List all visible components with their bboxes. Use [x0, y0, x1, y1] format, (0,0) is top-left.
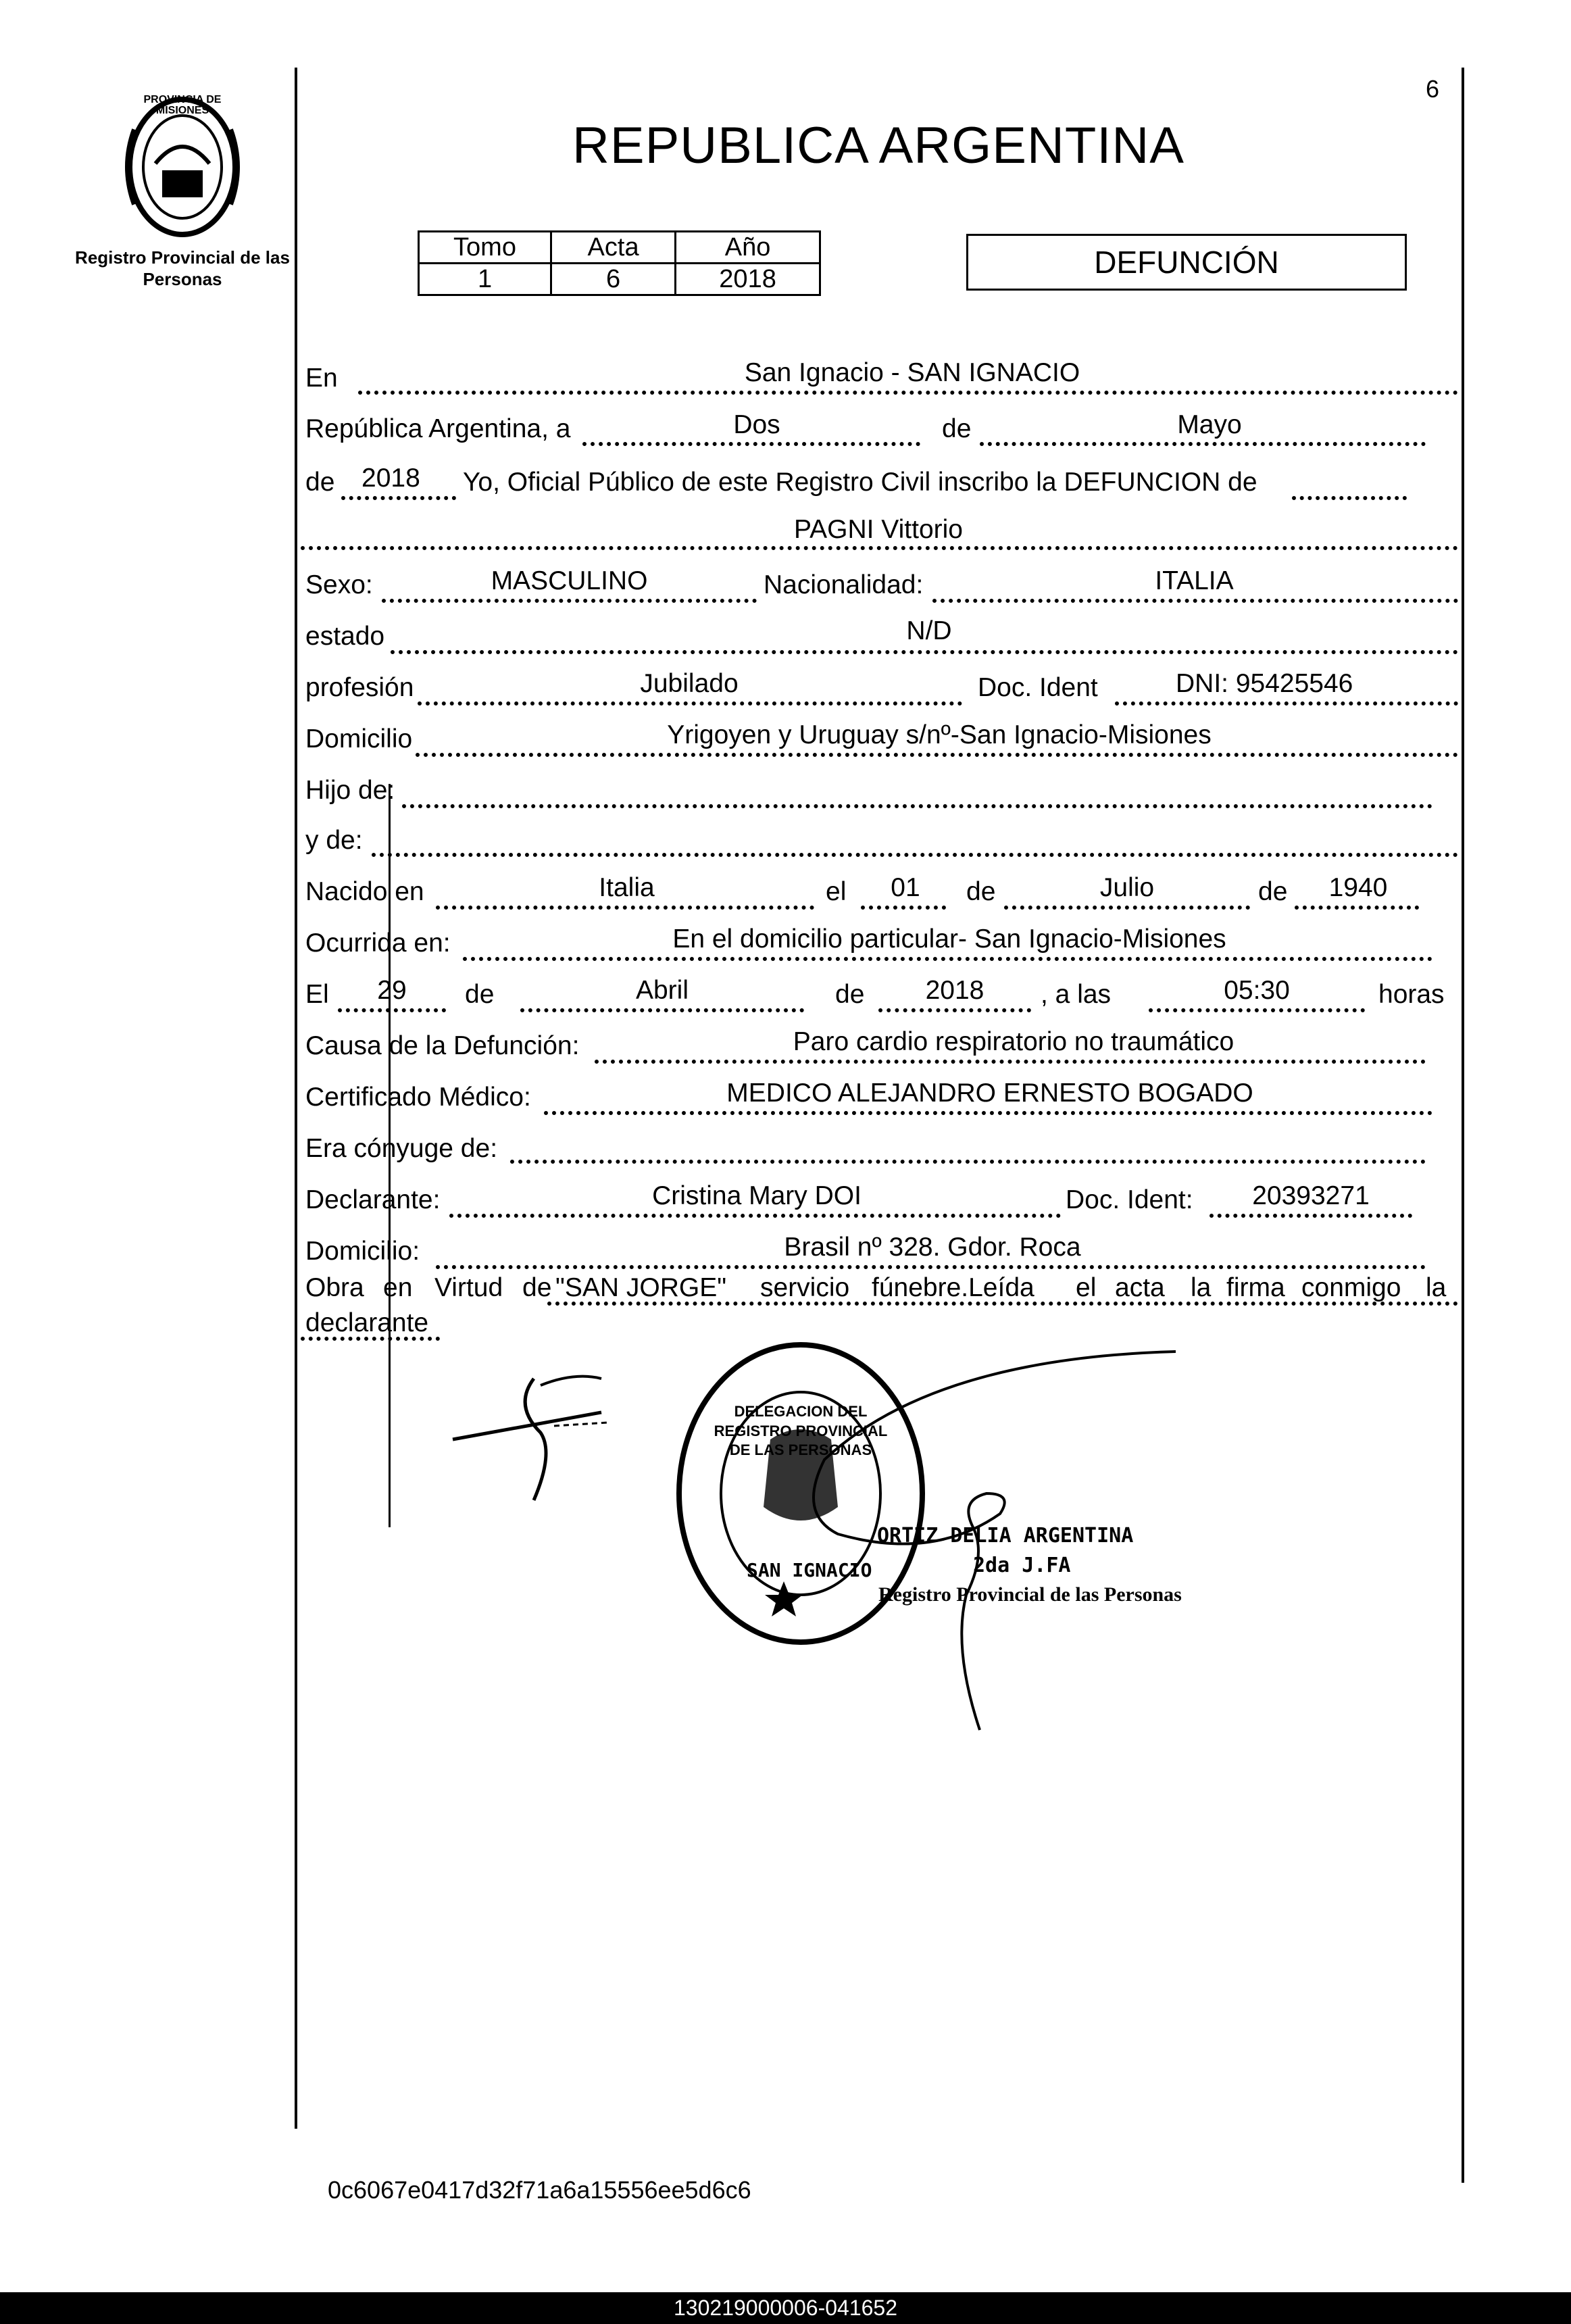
profession-value: Jubilado	[640, 669, 739, 698]
death-time-underline	[1149, 1008, 1365, 1012]
address-value: Yrigoyen y Uruguay s/nº-San Ignacio-Misiones	[667, 720, 1212, 749]
declarant-address-value: Brasil nº 328. Gdor. Roca	[784, 1233, 1081, 1262]
seal-ring-text: DELEGACION DEL REGISTRO PROVINCIAL DE LAS PERSONAS	[714, 1403, 888, 1459]
birth-de-label-2: de	[1258, 877, 1288, 906]
declarant-underline	[449, 1214, 1061, 1218]
left-margin-line	[295, 68, 297, 2129]
year-value: 2018	[361, 464, 420, 493]
death-time: 05:30	[1224, 976, 1290, 1005]
birthplace-value: Italia	[599, 873, 655, 902]
date-month-underline	[980, 442, 1426, 446]
profession-label: profesión	[305, 673, 414, 702]
death-year: 2018	[925, 976, 984, 1005]
civil-status-value: N/D	[906, 616, 952, 645]
birth-el-label: el	[826, 877, 847, 906]
document-id-value: DNI: 95425546	[1176, 669, 1353, 698]
closing-word-7: fúnebre.Leída	[872, 1273, 1034, 1302]
declarant-document-underline	[1210, 1214, 1412, 1218]
death-time-label: , a las	[1041, 980, 1112, 1009]
declarant-address-label: Domicilio:	[305, 1237, 420, 1266]
anio-header: Año	[676, 232, 820, 264]
death-hours-label: horas	[1378, 980, 1445, 1009]
date-de-label: de	[942, 414, 972, 443]
tomo-header: Tomo	[419, 232, 551, 264]
birth-month-underline	[1004, 906, 1250, 910]
sex-label: Sexo:	[305, 570, 373, 599]
closing-underline	[547, 1302, 1458, 1306]
occurred-at-label: Ocurrida en:	[305, 929, 451, 958]
death-month: Abril	[635, 976, 689, 1005]
closing-word-11: firma	[1226, 1273, 1285, 1302]
page-title: REPUBLICA ARGENTINA	[572, 117, 1185, 174]
father-label: Hijo de:	[305, 776, 395, 805]
birthplace-underline	[436, 906, 814, 910]
closing-word-2: en	[383, 1273, 413, 1302]
closing-word-10: la	[1191, 1273, 1212, 1302]
document-id-label: Doc. Ident	[978, 673, 1098, 702]
birth-day: 01	[891, 873, 920, 902]
profession-underline	[418, 701, 962, 706]
funeral-service-value: "SAN JORGE"	[555, 1273, 727, 1302]
medical-certificate-label: Certificado Médico:	[305, 1083, 531, 1112]
cause-of-death-label: Causa de la Defunción:	[305, 1031, 580, 1060]
place-value: San Ignacio - SAN IGNACIO	[744, 358, 1080, 387]
page-number: 6	[1426, 75, 1440, 103]
tomo-value: 1	[419, 264, 551, 295]
death-year-underline	[878, 1008, 1031, 1012]
officer-title: 2da J.FA	[973, 1554, 1071, 1577]
officer-name: ORTIZ DELIA ARGENTINA	[877, 1524, 1134, 1548]
birth-year: 1940	[1328, 873, 1388, 902]
record-type-box: DEFUNCIÓN	[966, 234, 1407, 291]
document-id-underline	[1115, 701, 1458, 706]
death-month-underline	[520, 1008, 804, 1012]
record-table-value-row	[419, 264, 820, 295]
seal-center-text: SAN IGNACIO	[747, 1559, 872, 1581]
right-margin-line	[1462, 68, 1464, 2183]
date-month: Mayo	[1177, 410, 1242, 439]
date-day-underline	[582, 442, 920, 446]
address-label: Domicilio	[305, 724, 413, 753]
place-label: En	[305, 364, 338, 393]
occurred-at-value: En el domicilio particular- San Ignacio-Misiones	[672, 924, 1226, 954]
medical-certificate-underline	[544, 1111, 1432, 1115]
address-underline	[416, 753, 1458, 757]
record-table-header-row	[419, 232, 820, 264]
birthplace-label: Nacido en	[305, 877, 424, 906]
closing-word-8: el	[1076, 1273, 1097, 1302]
birth-day-underline	[861, 906, 946, 910]
officer-organization: Registro Provincial de las Personas	[878, 1583, 1182, 1606]
acta-value: 6	[551, 264, 676, 295]
nationality-label: Nacionalidad:	[764, 570, 924, 599]
nationality-value: ITALIA	[1155, 566, 1234, 595]
closing-continuation: declarante	[305, 1308, 429, 1337]
death-de-label-1: de	[465, 980, 495, 1009]
barcode-number: 130219000006-041652	[674, 2296, 897, 2320]
birth-de-label-1: de	[966, 877, 996, 906]
mother-underline	[372, 853, 1458, 857]
statement-underline	[1292, 496, 1407, 500]
closing-word-3: Virtud	[434, 1273, 503, 1302]
statement-text: Yo, Oficial Público de este Registro Civil inscribo la DEFUNCION de	[463, 468, 1257, 497]
closing-word-6: servicio	[760, 1273, 850, 1302]
death-date-label: El	[305, 980, 329, 1009]
year-underline	[341, 496, 456, 500]
acta-header: Acta	[551, 232, 676, 264]
closing-continuation-underline	[301, 1337, 440, 1341]
cause-of-death-value: Paro cardio respiratorio no traumático	[793, 1027, 1235, 1056]
declarant-address-underline	[436, 1265, 1426, 1269]
spouse-label: Era cónyuge de:	[305, 1134, 498, 1163]
closing-word-1: Obra	[305, 1273, 364, 1302]
closing-word-13: la	[1426, 1273, 1447, 1302]
civil-status-label: estado	[305, 622, 385, 651]
date-day: Dos	[733, 410, 780, 439]
spouse-underline	[510, 1160, 1426, 1164]
cause-of-death-underline	[595, 1060, 1426, 1064]
document-hash: 0c6067e0417d32f71a6a15556ee5d6c6	[328, 2176, 751, 2204]
closing-word-4: de	[522, 1273, 552, 1302]
civil-status-underline	[391, 650, 1458, 654]
institution-name: Registro Provincial de las Personas	[75, 247, 290, 289]
death-de-label-2: de	[835, 980, 865, 1009]
medical-certificate-value: MEDICO ALEJANDRO ERNESTO BOGADO	[726, 1079, 1253, 1108]
deceased-name-underline	[301, 546, 1458, 550]
nationality-underline	[932, 599, 1458, 603]
birth-month: Julio	[1099, 873, 1155, 902]
death-day-underline	[338, 1008, 446, 1012]
place-underline	[358, 391, 1458, 395]
deceased-name: PAGNI Vittorio	[794, 515, 963, 544]
declarant-document-value: 20393271	[1252, 1181, 1370, 1210]
birth-year-underline	[1295, 906, 1419, 910]
sex-value: MASCULINO	[491, 566, 648, 595]
year-label: de	[305, 468, 335, 497]
death-day: 29	[377, 976, 407, 1005]
declarant-signature	[446, 1365, 622, 1514]
father-underline	[402, 804, 1432, 808]
declarant-label: Declarante:	[305, 1185, 441, 1214]
closing-word-12: conmigo	[1301, 1273, 1401, 1302]
occurred-at-underline	[463, 957, 1432, 961]
declarant-value: Cristina Mary DOI	[652, 1181, 862, 1210]
date-label: República Argentina, a	[305, 414, 571, 443]
mother-label: y de:	[305, 826, 363, 855]
declarant-document-label: Doc. Ident:	[1066, 1185, 1193, 1214]
logo-seal-text: PROVINCIA DE MISIONES	[143, 94, 222, 116]
sex-underline	[382, 599, 757, 603]
anio-value: 2018	[676, 264, 820, 295]
closing-word-9: acta	[1115, 1273, 1165, 1302]
record-table	[418, 230, 821, 296]
